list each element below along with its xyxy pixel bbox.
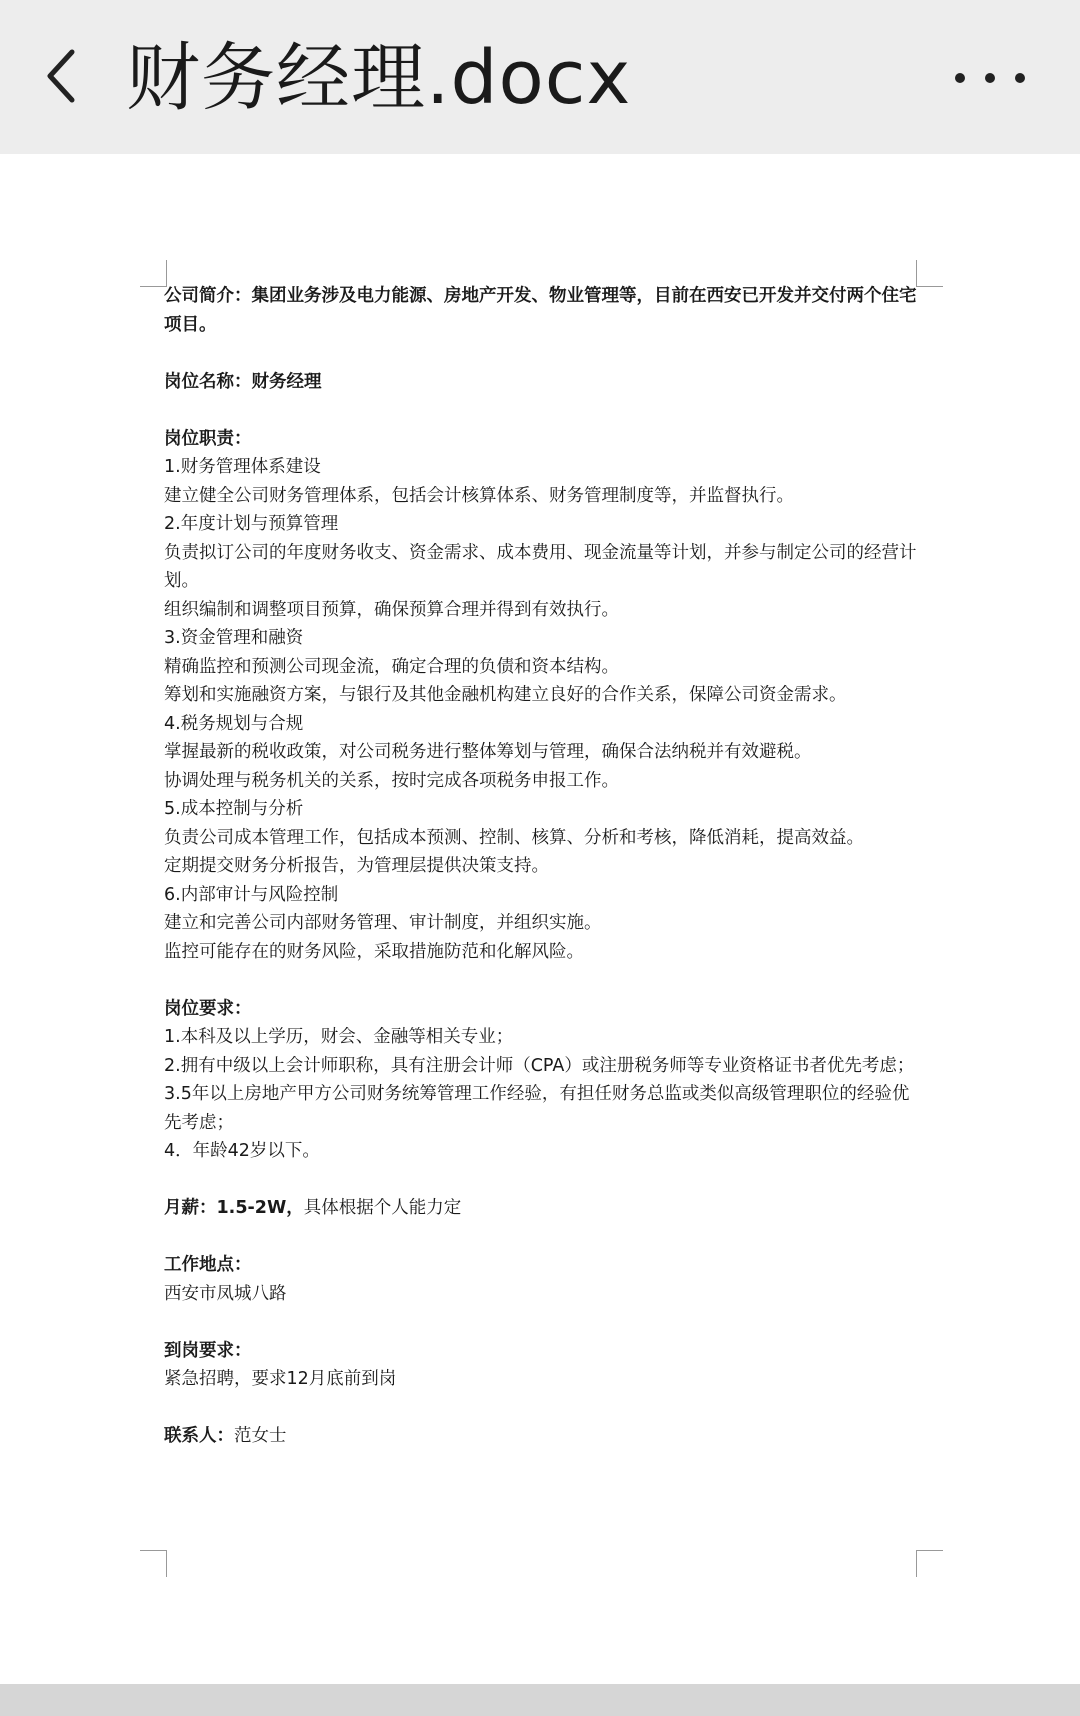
duty-line: 4.税务规划与合规: [164, 713, 304, 734]
back-button[interactable]: [40, 44, 84, 108]
duty-line: 筹划和实施融资方案，与银行及其他金融机构建立良好的合作关系，保障公司资金需求。: [164, 685, 847, 705]
location-heading: 工作地点：: [164, 1255, 252, 1275]
margin-corner-bottom-left: [140, 1550, 167, 1577]
company-intro: 公司简介：集团业务涉及电力能源、房地产开发、物业管理等，目前在西安已开发并交付两个住宅项目。: [164, 286, 917, 335]
arrival-value: 紧急招聘，要求12月底前到岗: [164, 1369, 397, 1389]
salary: 月薪：1.5-2W，具体根据个人能力定: [164, 1198, 462, 1218]
duty-line: 建立和完善公司内部财务管理、审计制度，并组织实施。: [164, 913, 602, 933]
arrival-heading: 到岗要求：: [164, 1340, 252, 1361]
requirement-line: 1.本科及以上学历，财会、金融等相关专业；: [164, 1027, 514, 1047]
location-value: 西安市凤城八路: [164, 1283, 287, 1304]
duty-line: 定期提交财务分析报告，为管理层提供决策支持。: [164, 856, 549, 876]
duty-line: 6.内部审计与风险控制: [164, 884, 339, 905]
margin-corner-top-right: [916, 260, 943, 287]
margin-corner-top-left: [140, 260, 167, 287]
document-page[interactable]: [0, 154, 1080, 1684]
duty-line: 负责拟订公司的年度财务收支、资金需求、成本费用、现金流量等计划，并参与制定公司的经营计划。: [164, 542, 917, 591]
requirement-line: 3.5年以上房地产甲方公司财务统筹管理工作经验，有担任财务总监或类似高级管理职位的经验优先考虑；: [164, 1084, 910, 1133]
more-dots-icon: [955, 73, 965, 83]
position-name: 岗位名称：财务经理: [164, 371, 322, 392]
chevron-left-icon: [42, 46, 82, 106]
duty-line: 3.资金管理和融资: [164, 628, 304, 648]
requirement-line: 4．年龄42岁以下。: [164, 1141, 320, 1161]
duty-line: 1.财务管理体系建设: [164, 457, 321, 477]
duty-line: 5.成本控制与分析: [164, 799, 304, 819]
more-options-button[interactable]: [955, 60, 1025, 96]
bottom-strip: [0, 1684, 1080, 1716]
contact: 联系人：范女士: [164, 1426, 287, 1446]
duty-line: 2.年度计划与预算管理: [164, 514, 339, 534]
requirement-line: 2.拥有中级以上会计师职称，具有注册会计师（CPA）或注册税务师等专业资格证书者优先考虑；: [164, 1055, 915, 1076]
duty-line: 组织编制和调整项目预算，确保预算合理并得到有效执行。: [164, 599, 619, 620]
duty-line: 建立健全公司财务管理体系，包括会计核算体系、财务管理制度等，并监督执行。: [164, 485, 794, 506]
document-title: 财务经理.docx: [126, 35, 632, 121]
duty-line: 负责公司成本管理工作，包括成本预测、控制、核算、分析和考核，降低消耗，提高效益。: [164, 827, 864, 848]
duty-line: 协调处理与税务机关的关系，按时完成各项税务申报工作。: [164, 770, 619, 791]
duties-heading: 岗位职责：: [164, 428, 252, 449]
margin-corner-bottom-right: [916, 1550, 943, 1577]
duty-line: 监控可能存在的财务风险，采取措施防范和化解风险。: [164, 941, 584, 962]
duty-line: 掌握最新的税收政策，对公司税务进行整体筹划与管理，确保合法纳税并有效避税。: [164, 742, 812, 762]
requirements-heading: 岗位要求：: [164, 998, 252, 1019]
document-body: [164, 282, 920, 1451]
duty-line: 精确监控和预测公司现金流，确定合理的负债和资本结构。: [164, 656, 619, 677]
top-bar: [0, 0, 1080, 154]
